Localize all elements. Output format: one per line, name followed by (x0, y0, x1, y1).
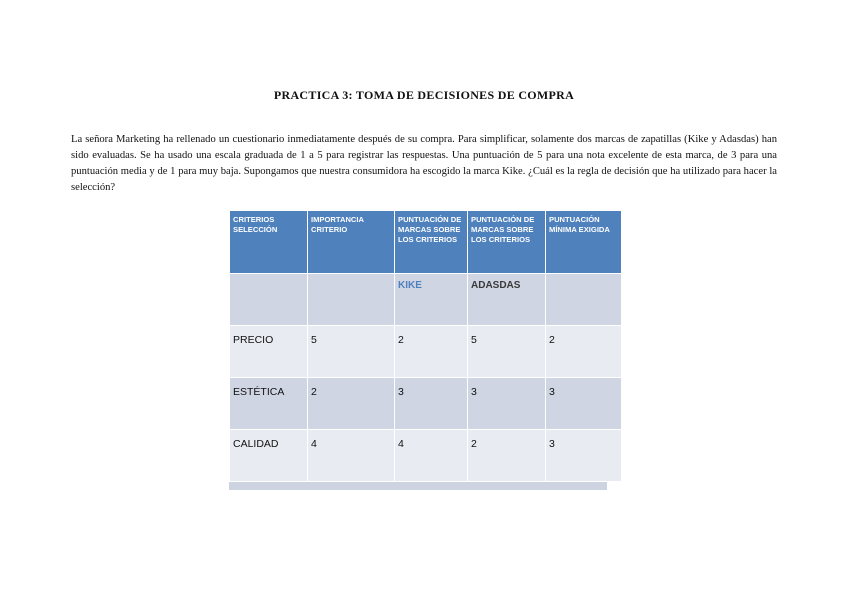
importance-value: 5 (308, 326, 395, 378)
importance-value: 4 (308, 430, 395, 482)
header-criterios: CRITERIOS SELECCIÓN (230, 211, 308, 274)
adasdas-score: 3 (468, 378, 546, 430)
criterion-label: ESTÉTICA (230, 378, 308, 430)
header-importancia: IMPORTANCIA CRITERIO (308, 211, 395, 274)
criterion-label: PRECIO (230, 326, 308, 378)
table-row (230, 430, 622, 482)
decision-table (229, 210, 622, 482)
problem-paragraph: La señora Marketing ha rellenado un cuestionario inmediatamente después de su compra. Para simplificar, solamente dos marcas de zapatillas (Kike y Adasdas) han sido evaluadas. Se ha usado una escala graduada de 1 a 5 para registrar las respuestas. Una puntuación de 5 para una nota excelente de esta marca, de 3 para una puntuación media y de 1 para muy baja. Supongamos que nuestra consumidora ha escogido la marca Kike. ¿Cuál es la regla de decisión que ha utilizado para hacer la selección? (71, 134, 777, 193)
brand-kike: KIKE (395, 274, 468, 326)
brand-cell-empty (546, 274, 622, 326)
brand-row (230, 274, 622, 326)
table-header-row (230, 211, 622, 274)
minimum-score: 3 (546, 378, 622, 430)
adasdas-score: 2 (468, 430, 546, 482)
table-row (230, 326, 622, 378)
criterion-label: CALIDAD (230, 430, 308, 482)
header-puntuacion-minima: PUNTUACIÓN MÍNIMA EXIGIDA (546, 211, 622, 274)
minimum-score: 2 (546, 326, 622, 378)
importance-value: 2 (308, 378, 395, 430)
header-puntuacion-marcas-2: PUNTUACIÓN DE MARCAS SOBRE LOS CRITERIOS (468, 211, 546, 274)
table-row (230, 378, 622, 430)
kike-score: 3 (395, 378, 468, 430)
table-bottom-strip (229, 482, 607, 490)
header-puntuacion-marcas-1: PUNTUACIÓN DE MARCAS SOBRE LOS CRITERIOS (395, 211, 468, 274)
brand-cell-empty (308, 274, 395, 326)
kike-score: 4 (395, 430, 468, 482)
brand-adasdas: ADASDAS (468, 274, 546, 326)
minimum-score: 3 (546, 430, 622, 482)
kike-score: 2 (395, 326, 468, 378)
brand-cell-empty (230, 274, 308, 326)
document-title: PRACTICA 3: TOMA DE DECISIONES DE COMPRA (273, 88, 575, 102)
adasdas-score: 5 (468, 326, 546, 378)
